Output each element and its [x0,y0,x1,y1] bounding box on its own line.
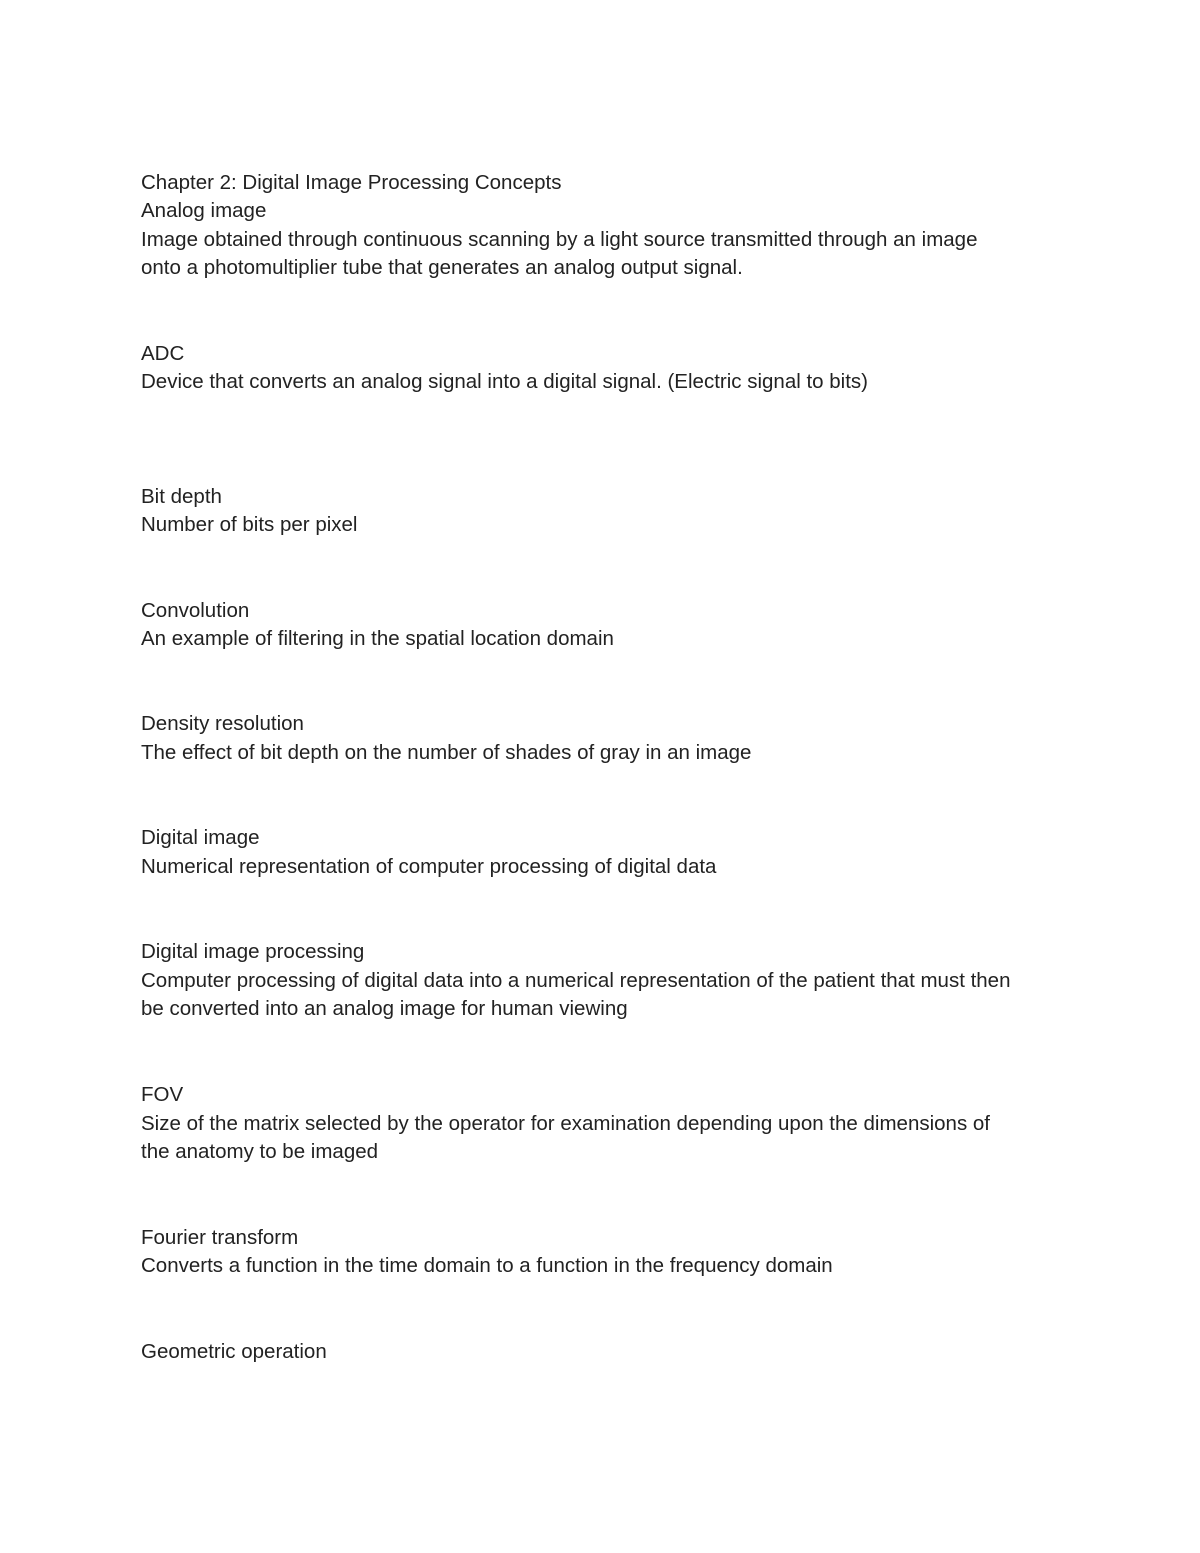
definition-convolution: An example of filtering in the spatial location domain [141,627,614,650]
definition-analog-image-line-2: onto a photomultiplier tube that generates an analog output signal. [141,256,743,279]
definition-fourier-transform: Converts a function in the time domain to a function in the frequency domain [141,1254,833,1277]
definition-density-resolution: The effect of bit depth on the number of shades of gray in an image [141,741,752,764]
definition-bit-depth: Number of bits per pixel [141,513,358,536]
term-convolution: Convolution [141,599,250,622]
definition-adc: Device that converts an analog signal into a digital signal. (Electric signal to bits) [141,370,868,393]
term-fourier-transform: Fourier transform [141,1226,299,1249]
definition-fov-line-1: Size of the matrix selected by the operator for examination depending upon the dimensions of [141,1112,990,1135]
definition-fov-line-2: the anatomy to be imaged [141,1140,379,1163]
document-title: Chapter 2: Digital Image Processing Concepts [141,171,562,194]
term-fov: FOV [141,1083,184,1106]
definition-digital-image-processing-line-2: be converted into an analog image for human viewing [141,997,628,1020]
term-geometric-operation: Geometric operation [141,1340,327,1363]
term-analog-image: Analog image [141,199,267,222]
term-digital-image: Digital image [141,826,260,849]
definition-analog-image-line-1: Image obtained through continuous scanning by a light source transmitted through an image [141,228,978,251]
term-digital-image-processing: Digital image processing [141,940,365,963]
term-adc: ADC [141,342,185,365]
term-bit-depth: Bit depth [141,485,222,508]
definition-digital-image: Numerical representation of computer processing of digital data [141,855,717,878]
definition-digital-image-processing-line-1: Computer processing of digital data into a numerical representation of the patient that must then [141,969,1011,992]
term-density-resolution: Density resolution [141,712,304,735]
